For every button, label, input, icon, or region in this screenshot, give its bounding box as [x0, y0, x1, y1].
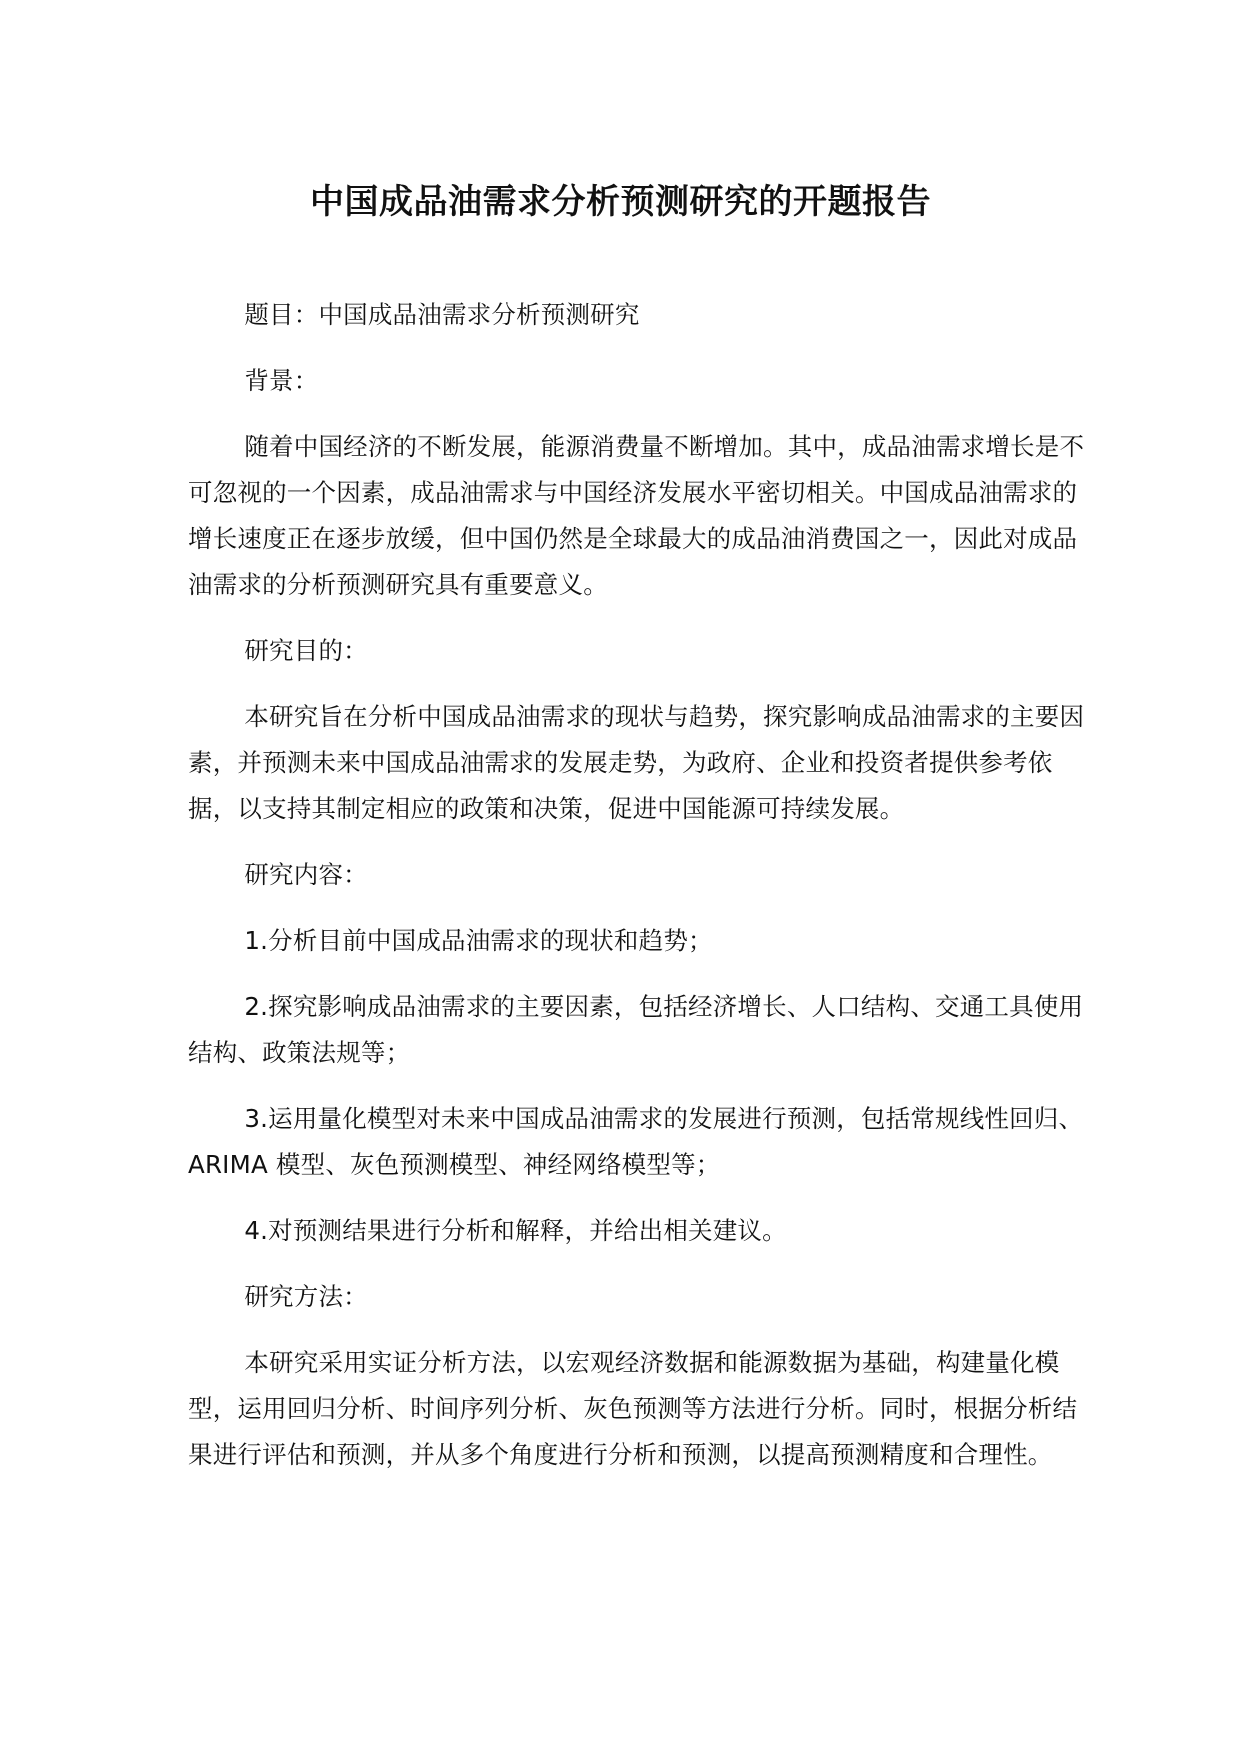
background-paragraph: 随着中国经济的不断发展，能源消费量不断增加。其中，成品油需求增长是不可忽视的一个因素，成品油需求与中国经济发展水平密切相关。中国成品油需求的增长速度正在逐步放缓，但中国仍然是全球最大的成品油消费国之一，因此对成品油需求的分析预测研究具有重要意义。	[188, 432, 1085, 599]
method-paragraph: 本研究采用实证分析方法，以宏观经济数据和能源数据为基础，构建量化模型，运用回归分析、时间序列分析、灰色预测等方法进行分析。同时，根据分析结果进行评估和预测，并从多个角度进行分析和预测，以提高预测精度和合理性。	[188, 1348, 1078, 1469]
section-heading-background: 背景：	[244, 366, 319, 395]
content-item-3: 3.运用量化模型对未来中国成品油需求的发展进行预测，包括常规线性回归、ARIMA 模型、灰色预测模型、神经网络模型等；	[188, 1104, 1084, 1179]
topic-line: 题目：中国成品油需求分析预测研究	[244, 300, 640, 329]
document-title: 中国成品油需求分析预测研究的开题报告	[310, 182, 931, 222]
content-item-4: 4.对预测结果进行分析和解释，并给出相关建议。	[244, 1216, 787, 1245]
section-heading-content: 研究内容：	[244, 860, 368, 889]
content-item-1: 1.分析目前中国成品油需求的现状和趋势；	[244, 926, 713, 955]
purpose-paragraph: 本研究旨在分析中国成品油需求的现状与趋势，探究影响成品油需求的主要因素，并预测未来中国成品油需求的发展走势，为政府、企业和投资者提供参考依据，以支持其制定相应的政策和决策，促进中国能源可持续发展。	[188, 702, 1085, 823]
section-heading-purpose: 研究目的：	[244, 636, 368, 665]
document-body	[188, 292, 1093, 1498]
content-item-2: 2.探究影响成品油需求的主要因素，包括经济增长、人口结构、交通工具使用结构、政策法规等；	[188, 992, 1084, 1067]
section-heading-method: 研究方法：	[244, 1282, 368, 1311]
